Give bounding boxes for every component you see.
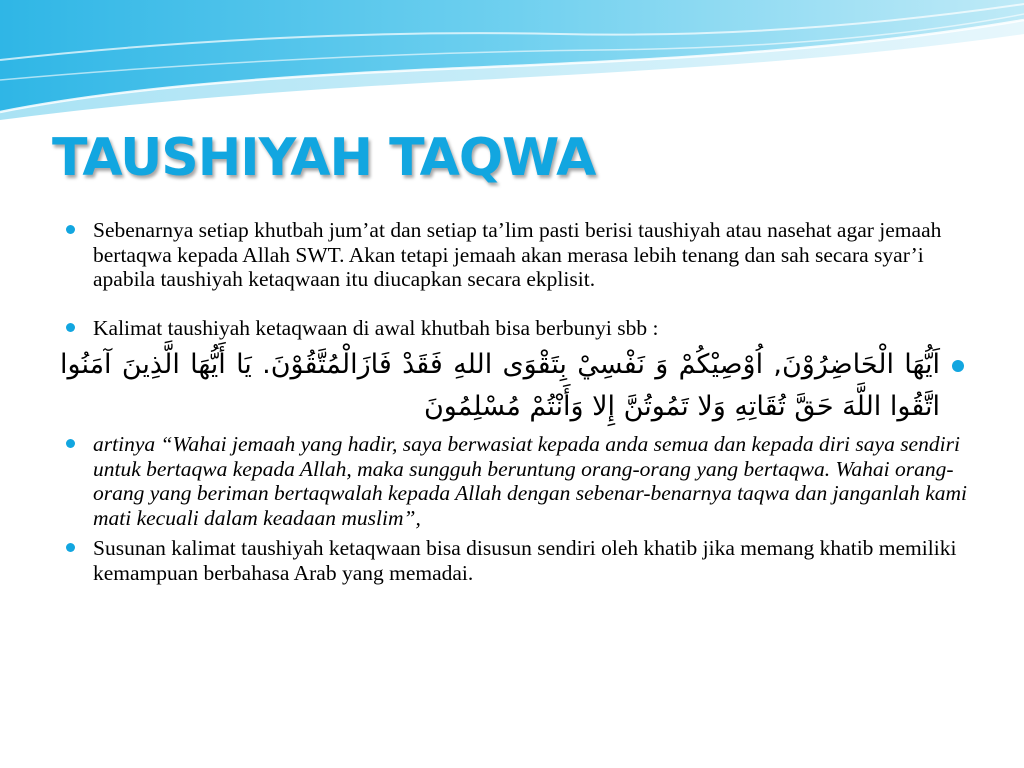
bullet-dot-icon <box>66 543 75 552</box>
slide-content <box>60 218 970 585</box>
bullet-text: artinya “Wahai jemaah yang hadir, saya berwasiat kepada anda semua dan kepada diri saya sendiri untuk bertaqwa kepada Allah, maka sungguh beruntung orang-orang yang bertaqwa. Wahai orang-orang yang beriman bertaqwalah kepada Allah dengan sebenar-benarnya taqwa dan janganlah kami mati kecuali dalam keadaan muslim”, <box>93 432 968 530</box>
bullet-item-artinya <box>60 432 970 530</box>
bullet-item-susunan <box>60 536 970 585</box>
header-wave-decoration <box>0 0 1024 120</box>
arabic-verse <box>60 344 968 428</box>
bullet-text: Susunan kalimat taushiyah ketaqwaan bisa disusun sendiri oleh khatib jika memang khatib memiliki kemampuan berbahasa Arab yang memadai. <box>93 536 957 585</box>
bullet-item-kalimat <box>60 316 970 341</box>
arabic-verse-text: اَيُّهَا الْحَاضِرُوْنَ, اُوْصِيْكُمْ وَ نَفْسِيْ بِتَقْوَى اللهِ فَقَدْ فَازَالْمُتَّقُوْنَ. يَا أَيُّهَا الَّذِينَ آمَنُوا اتَّقُوا اللَّهَ حَقَّ تُقَاتِهِ وَلا تَمُوتُنَّ إِلا وَأَنْتُمْ مُسْلِمُونَ <box>60 349 940 422</box>
bullet-text: Kalimat taushiyah ketaqwaan di awal khutbah bisa berbunyi sbb : <box>93 315 659 340</box>
slide-title: TAUSHIYAH TAQWA <box>52 128 596 188</box>
bullet-text: Sebenarnya setiap khutbah jum’at dan setiap ta’lim pasti berisi taushiyah atau nasehat agar jemaah bertaqwa kepada Allah SWT. Akan tetapi jemaah akan merasa lebih tenang dan sah secara syar’i apabila taushiyah ketaqwaan itu diucapkan secara ekplisit. <box>93 218 942 291</box>
bullet-item-intro <box>60 218 970 292</box>
bullet-dot-icon <box>66 439 75 448</box>
bullet-dot-icon <box>66 225 75 234</box>
bullet-dot-icon <box>66 323 75 332</box>
bullet-dot-icon <box>952 360 964 372</box>
